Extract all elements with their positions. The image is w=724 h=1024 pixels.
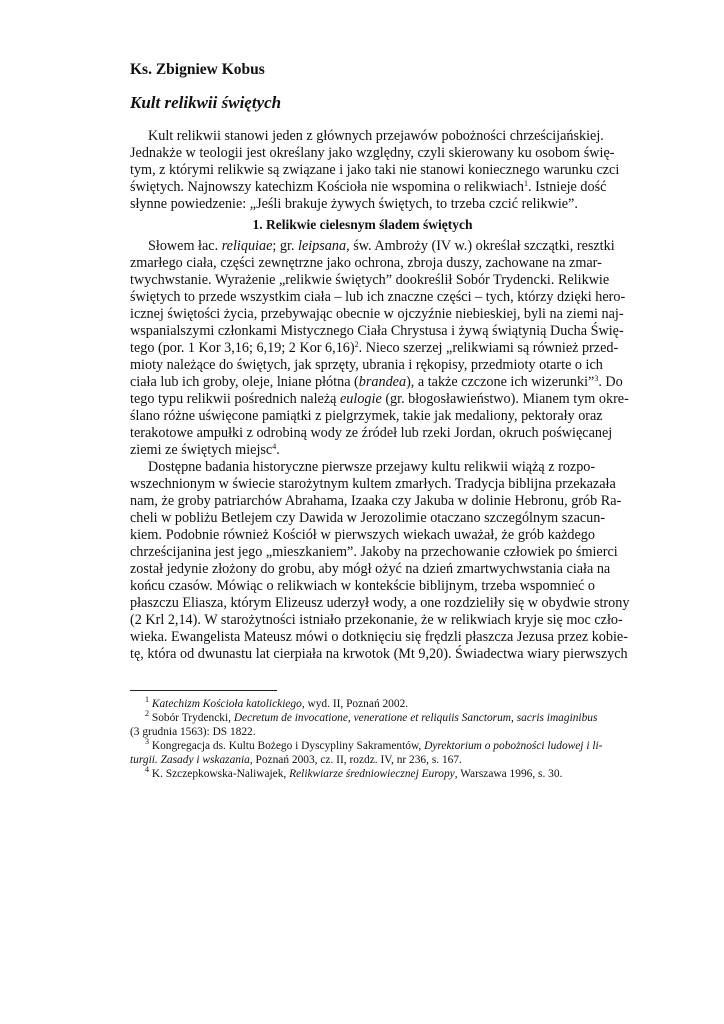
footnote-3: $^3$ Kongregacja ds. Kultu Bożego i Dyscypliny Sakramentów, Dyrektorium o pobożności ludowej i li- (145, 737, 603, 752)
paragraph-line: świętych to przede wszystkim ciała – lub ich znaczne części – tych, którzy dzięki hero- (130, 289, 626, 305)
paragraph-line: nam, że groby patriarchów Abrahama, Izaaka czy Jakuba w dolinie Hebronu, grób Ra- (130, 493, 622, 509)
paragraph-line: kiem. Podobnie również Kościół w pierwszych wiekach uważał, że grób każdego (130, 527, 595, 543)
paragraph-line: mioty należące do świętych, jak sprzęty, ubrania i rękopisy, przedmioty otarte o ich (130, 357, 603, 373)
paragraph-line: ślano różne uświęcone pamiątki z pielgrzymek, takie jak medaliony, pektorały oraz (130, 408, 603, 424)
footnote-divider (130, 690, 277, 691)
paragraph-line: terakotowe ampułki z odrobiną wody ze źródeł lub rzeki Jordan, okruch poświęcanej (130, 425, 613, 441)
paragraph-line: tym, z którymi relikwie są związane i jako taki nie stanowi koniecznego warunku czci (130, 162, 620, 178)
footnote-ref[interactable]: 4 (272, 442, 277, 451)
paragraph-line: zmarłego ciała, części zewnętrzne jako ochrona, zbroja duszy, zachowane na zmar- (130, 255, 602, 271)
author-name: Ks. Zbigniew Kobus (130, 61, 265, 78)
paragraph-line: słynne powiedzenie: „Jeśli brakuje żywych świętych, to trzeba czcić relikwie”. (130, 196, 578, 212)
paragraph-line: płaszczu Eliasza, którym Elizeusz uderzył wody, a one rozdzieliły się w obydwie strony (130, 595, 630, 611)
paragraph-line: tego (por. 1 Kor 3,16; 6,19; 2 Kor 6,16)$^2$. Nieco szerzej „relikwiami są również przed- (130, 340, 619, 356)
paragraph-line: tę, która od dwunastu lat cierpiała na krwotok (Mt 9,20). Świadectwa wiary pierwszych (130, 646, 628, 662)
footnote-2: $^2$ Sobór Trydencki, Decretum de invocatione, veneratione et reliquiis Sanctorum, sacris imaginibus (145, 709, 598, 724)
paragraph-line: wieka. Ewangelista Mateusz mówi o dotknięciu się frędzli płaszcza Jezusa przez kobie- (130, 629, 628, 645)
paragraph-line: (2 Krl 2,14). W starożytności istniało przekonanie, że w relikwiach kryje się moc czło- (130, 612, 623, 628)
paragraph-line: cheli w pobliżu Betlejem czy Dawida w Jerozolimie otaczano szczególnym szacun- (130, 510, 606, 526)
paragraph-line: ciała lub ich groby, oleje, lniane płótna (brandea), a także czczone ich wizerunki”$^3$. Do (130, 374, 623, 390)
footnote-ref[interactable]: 1 (524, 179, 528, 188)
footnote-4: $^4$ K. Szczepkowska-Naliwajek, Relikwiarze średniowiecznej Europy, Warszawa 1996, s. 30. (145, 765, 563, 780)
footnote-3-cont: turgii. Zasady i wskazania, Poznań 2003, cz. II, rozdz. IV, nr 236, s. 167. (130, 754, 462, 766)
paragraph-line: został jedynie złożony do grobu, aby mógł ożyć na dzień zmartwychwstania ciała na (130, 561, 611, 577)
paragraph-line: twychwstanie. Wyrażenie „relikwie świętych” dookreślił Sobór Trydencki. Relikwie (130, 272, 610, 288)
paragraph-line: Jednakże w teologii jest określany jako względny, czyli skierowany ku osobom świę- (130, 145, 615, 161)
paragraph-line: wszechnionym w świecie starożytnym kultem zmarłych. Tradycja biblijna przekazała (130, 476, 616, 492)
paragraph-line: Dostępne badania historyczne pierwsze przejawy kultu relikwii wiążą z rozpo- (148, 459, 596, 475)
paragraph-line: ziemi ze świętych miejsc$^4$. (130, 442, 280, 458)
paragraph-line: Słowem łac. reliquiae; gr. leipsana, św. Ambroży (IV w.) określał szczątki, resztki (148, 238, 615, 254)
footnote-ref[interactable]: 2 (354, 340, 359, 349)
paragraph-line: Kult relikwii stanowi jeden z głównych przejawów pobożności chrześcijańskiej. (148, 128, 604, 144)
footnote-ref[interactable]: 3 (594, 374, 599, 383)
paragraph-line: chrześcijanina jest jego „mieszkaniem”. Jakoby na przechowanie człowiek po śmierci (130, 544, 618, 560)
footnote-2-cont: (3 grudnia 1563): DS 1822. (130, 726, 256, 738)
paragraph-line: wspanialszymi członkami Mistycznego Ciała Chrystusa i żywą świątynią Ducha Świę- (130, 323, 624, 339)
paragraph-line: tego typu relikwii pośrednich należą eulogie (gr. błogosławieństwo). Mianem tym okre- (130, 391, 629, 407)
section-heading: 1. Relikwie cielesnym śladem świętych (252, 217, 473, 232)
footnote-1: $^1$ Katechizm Kościoła katolickiego, wyd. II, Poznań 2002. (145, 695, 409, 710)
article-title: Kult relikwii świętych (130, 93, 282, 112)
paragraph-line: świętych. Najnowszy katechizm Kościoła nie wspomina o relikwiach$^1$. Istnieje dość (130, 179, 607, 195)
paragraph-line: icznej świętości życia, przebywając obecnie w ojczyźnie niebieskiej, byli na ziemi naj- (130, 306, 624, 322)
paragraph-line: końcu czasów. Mówiąc o relikwiach w kontekście biblijnym, trzeba wspomnieć o (130, 578, 595, 594)
